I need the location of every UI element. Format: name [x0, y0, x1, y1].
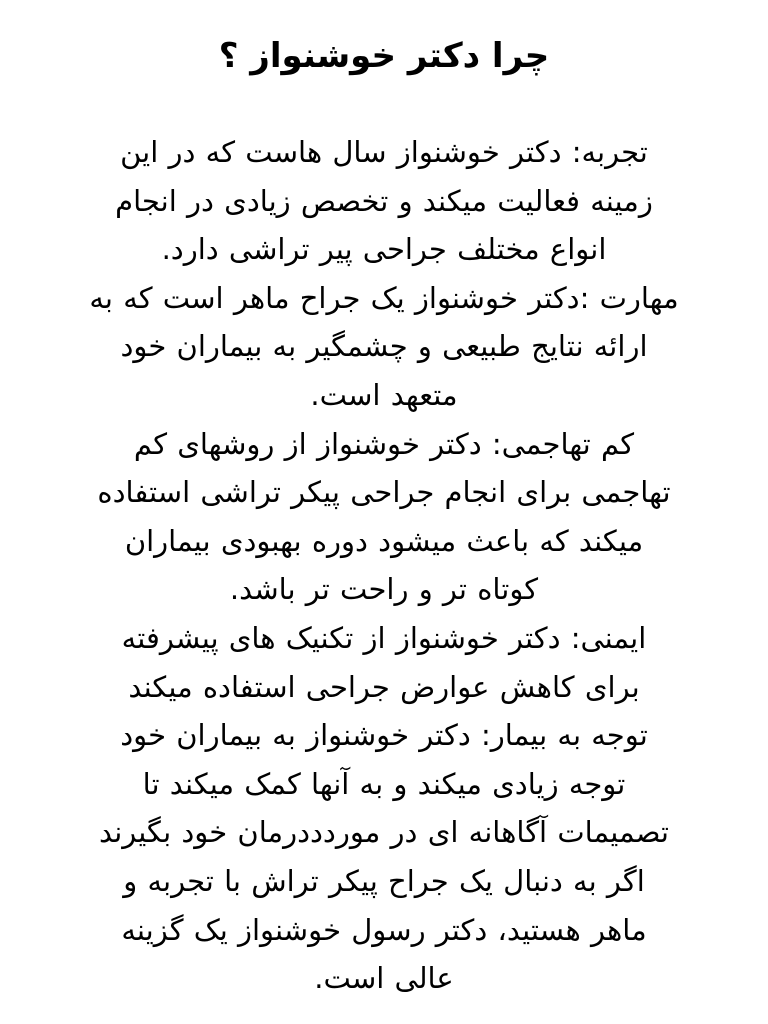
- body-text: [34, 128, 734, 1003]
- text-line: کوتاه تر و راحت تر باشد.: [229, 572, 539, 607]
- text-line: مهارت :دکتر خوشنواز یک جراح ماهر است که به: [89, 280, 679, 315]
- text-line: عالی است.: [314, 961, 454, 996]
- text-line: برای کاهش عوارض جراحی استفاده میکند: [128, 669, 640, 704]
- text-line: انواع مختلف جراحی پیر تراشی دارد.: [161, 232, 607, 267]
- text-line: ارائه نتایج طبیعی و چشمگیر به بیماران خود: [120, 329, 648, 364]
- text-line: تهاجمی برای انجام جراحی پیکر تراشی استفاده: [97, 475, 671, 510]
- page-title: چرا دکتر خوشنواز ؟: [218, 36, 550, 76]
- text-line: متعهد است.: [310, 377, 458, 412]
- text-line: ایمنی: دکتر خوشنواز از تکنیک های پیشرفته: [121, 620, 647, 655]
- text-line: میکند که باعث میشود دوره بهبودی بیماران: [124, 523, 644, 558]
- text-line: کم تهاجمی: دکتر خوشنواز از روشهای کم: [133, 426, 635, 461]
- text-line: تصمیمات آگاهانه ای در موردددرمان خود بگیرند: [99, 815, 669, 850]
- text-line: توجه زیادی میکند و به آنها کمک میکند تا: [142, 766, 626, 801]
- text-line: ماهر هستید، دکتر رسول خوشنواز یک گزینه: [121, 912, 647, 947]
- text-line: اگر به دنبال یک جراح پیکر تراش با تجربه و: [123, 863, 645, 898]
- text-line: توجه به بیمار: دکتر خوشنواز به بیماران خود: [120, 718, 648, 753]
- text-line: تجربه: دکتر خوشنواز سال هاست که در این: [120, 135, 648, 169]
- text-line: زمینه فعالیت میکند و تخصص زیادی در انجام: [115, 183, 653, 218]
